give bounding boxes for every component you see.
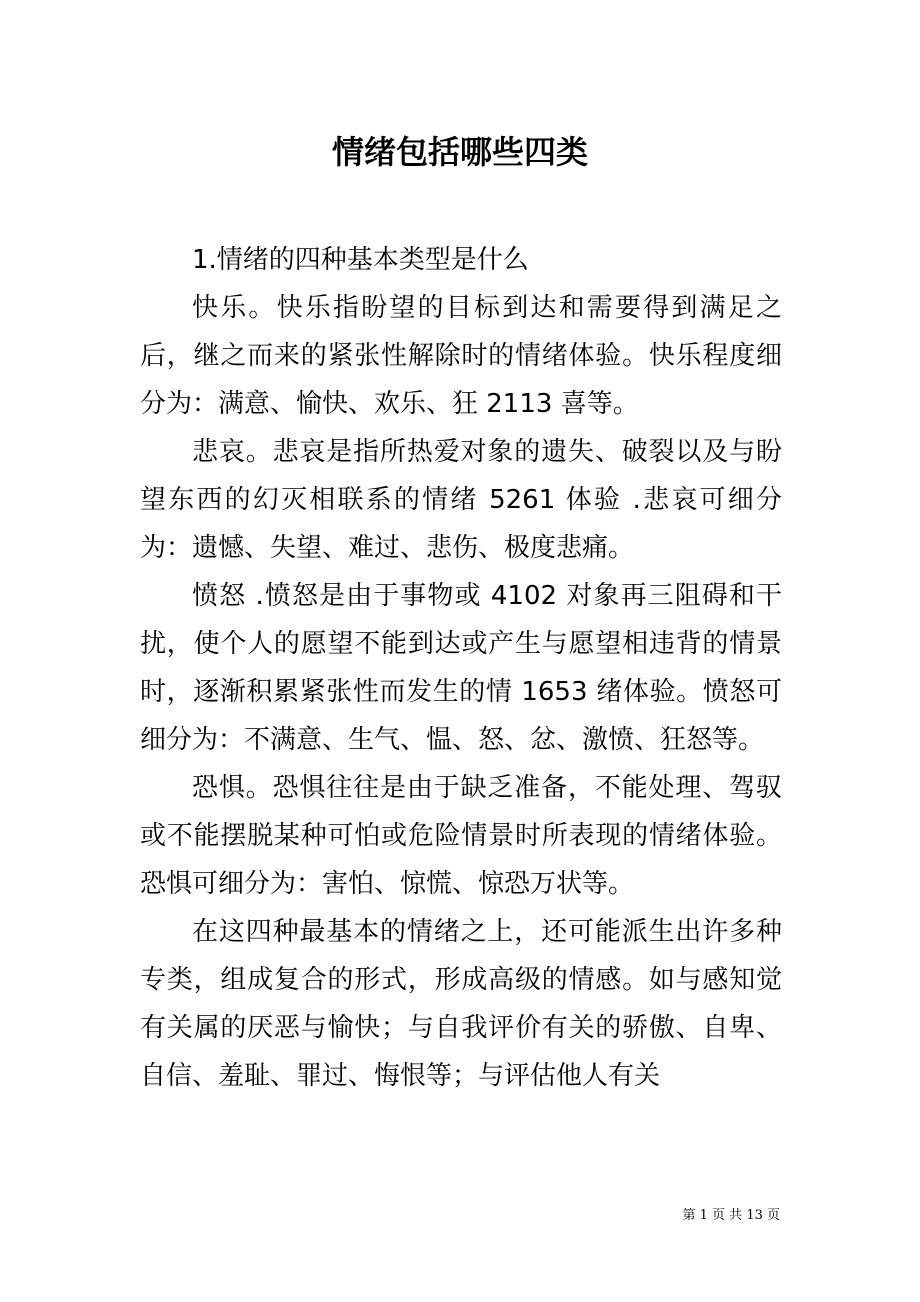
paragraph-sorrow: 悲哀。悲哀是指所热爱对象的遗失、破裂以及与盼望东西的幻灭相联系的情绪 5261 体验 .悲哀可细分为：遗憾、失望、难过、悲伤、极度悲痛。 (140, 437, 782, 563)
paragraph-derived-emotions: 在这四种最基本的情绪之上，还可能派生出许多种专类，组成复合的形式，形成高级的情感。如与感知觉有关属的厌恶与愉快；与自我评价有关的骄傲、自卑、自信、羞耻、罪过、悔恨等；与评估他人有关 (140, 917, 782, 1091)
document-body (140, 236, 782, 1100)
paragraph-fear: 恐惧。恐惧往往是由于缺乏准备，不能处理、驾驭或不能摆脱某种可怕或危险情景时所表现的情绪体验。恐惧可细分为：害怕、惊慌、惊恐万状等。 (140, 773, 782, 899)
paragraph-heading: 1.情绪的四种基本类型是什么 (192, 245, 529, 275)
page-number-footer: 第 1 页 共 13 页 (682, 1208, 780, 1223)
document-title: 情绪包括哪些四类 (331, 133, 588, 171)
paragraph-joy: 快乐。快乐指盼望的目标到达和需要得到满足之后，继之而来的紧张性解除时的情绪体验。快乐程度细分为：满意、愉快、欢乐、狂 2113 喜等。 (140, 293, 782, 419)
paragraph-anger: 愤怒 .愤怒是由于事物或 4102 对象再三阻碍和干扰，使个人的愿望不能到达或产生与愿望相违背的情景时，逐渐积累紧张性而发生的情 1653 绪体验。愤怒可细分为：不满意、生气、愠、怒、忿、激愤、狂怒等。 (140, 581, 782, 755)
